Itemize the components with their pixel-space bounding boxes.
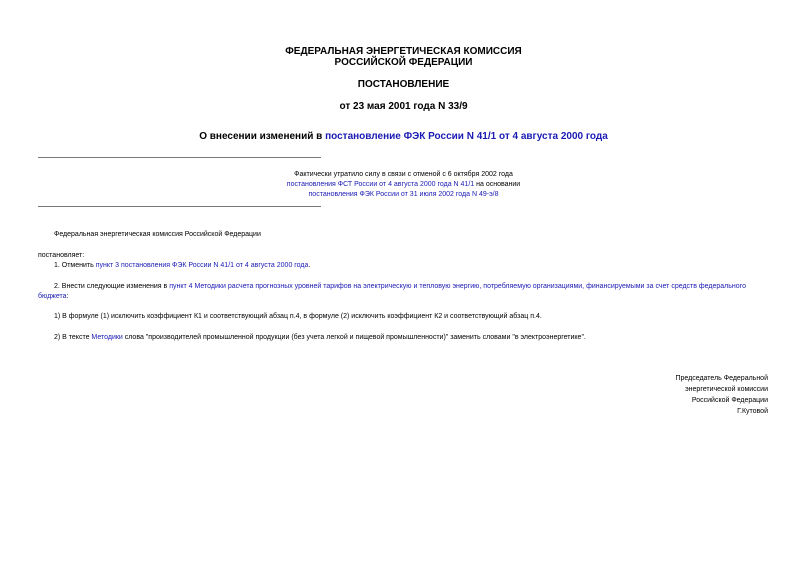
item-1 (54, 261, 310, 270)
header-line-1: ФЕДЕРАЛЬНАЯ ЭНЕРГЕТИЧЕСКАЯ КОМИССИЯ (285, 46, 522, 57)
signature-line-2: энергетической комиссии (685, 386, 768, 393)
decides-text: постановляет: (38, 252, 85, 259)
methodology-link[interactable]: Методики (91, 334, 123, 341)
document-subject (0, 131, 807, 142)
item-2-link[interactable]: пункт 4 Методики расчета прогнозных уровней тарифов на электрическую и тепловую энергию, потребляемую организациями, финансируемыми за счет средств федерального (169, 283, 746, 290)
notice-line-2-suffix: на основании (474, 181, 521, 188)
item-2-prefix: 2. Внести следующие изменения в (54, 283, 170, 290)
item-2-suffix: : (66, 293, 69, 300)
subitem-1: 1) В формуле (1) исключить коэффициент К1 и соответствующий абзац п.4, в формуле (2) исключить коэффициент К2 и соответствующий абзац п.4. (54, 313, 542, 320)
intro-text: Федеральная энергетическая комиссия Российской Федерации (54, 231, 261, 238)
notice-link-fst[interactable]: постановления ФСТ России от 4 августа 2000 года N 41/1 (286, 181, 475, 188)
item-2-line-1 (54, 282, 746, 291)
document-date: от 23 мая 2001 года N 33/9 (339, 101, 468, 112)
item-1-prefix: 1. Отменить (54, 262, 96, 269)
subitem-2 (54, 333, 586, 342)
item-1-suffix: . (308, 262, 311, 269)
top-divider (38, 157, 321, 158)
subitem-2-prefix: 2) В тексте (54, 334, 92, 341)
notice-line-2 (0, 180, 807, 190)
status-notice (0, 170, 807, 200)
subject-prefix: О внесении изменений в (199, 131, 326, 142)
signature-name: Г.Кутовой (737, 408, 768, 415)
item-2-line-2 (38, 292, 69, 301)
signature-block (675, 373, 768, 417)
subitem-2-suffix: слова "производителей промышленной продукции (без учета легкой и пищевой промышленности)" заменить словами "в электроэнергетике". (122, 334, 586, 341)
item-2-link-cont[interactable]: бюджета (38, 293, 67, 300)
notice-line-1: Фактически утратило силу в связи с отменой с 6 октября 2002 года (294, 171, 513, 178)
header-line-2: РОССИЙСКОЙ ФЕДЕРАЦИИ (334, 57, 473, 68)
notice-link-fek[interactable]: постановления ФЭК России от 31 июля 2002 года N 49-э/8 (308, 191, 499, 198)
document-type: ПОСТАНОВЛЕНИЕ (357, 79, 450, 90)
subject-link[interactable]: постановление ФЭК России N 41/1 от 4 августа 2000 года (325, 131, 608, 142)
signature-line-3: Российской Федерации (691, 397, 768, 404)
bottom-divider (38, 206, 321, 207)
signature-line-1: Председатель Федеральной (675, 375, 768, 382)
item-1-link[interactable]: пункт 3 постановления ФЭК России N 41/1 от 4 августа 2000 года (95, 262, 309, 269)
